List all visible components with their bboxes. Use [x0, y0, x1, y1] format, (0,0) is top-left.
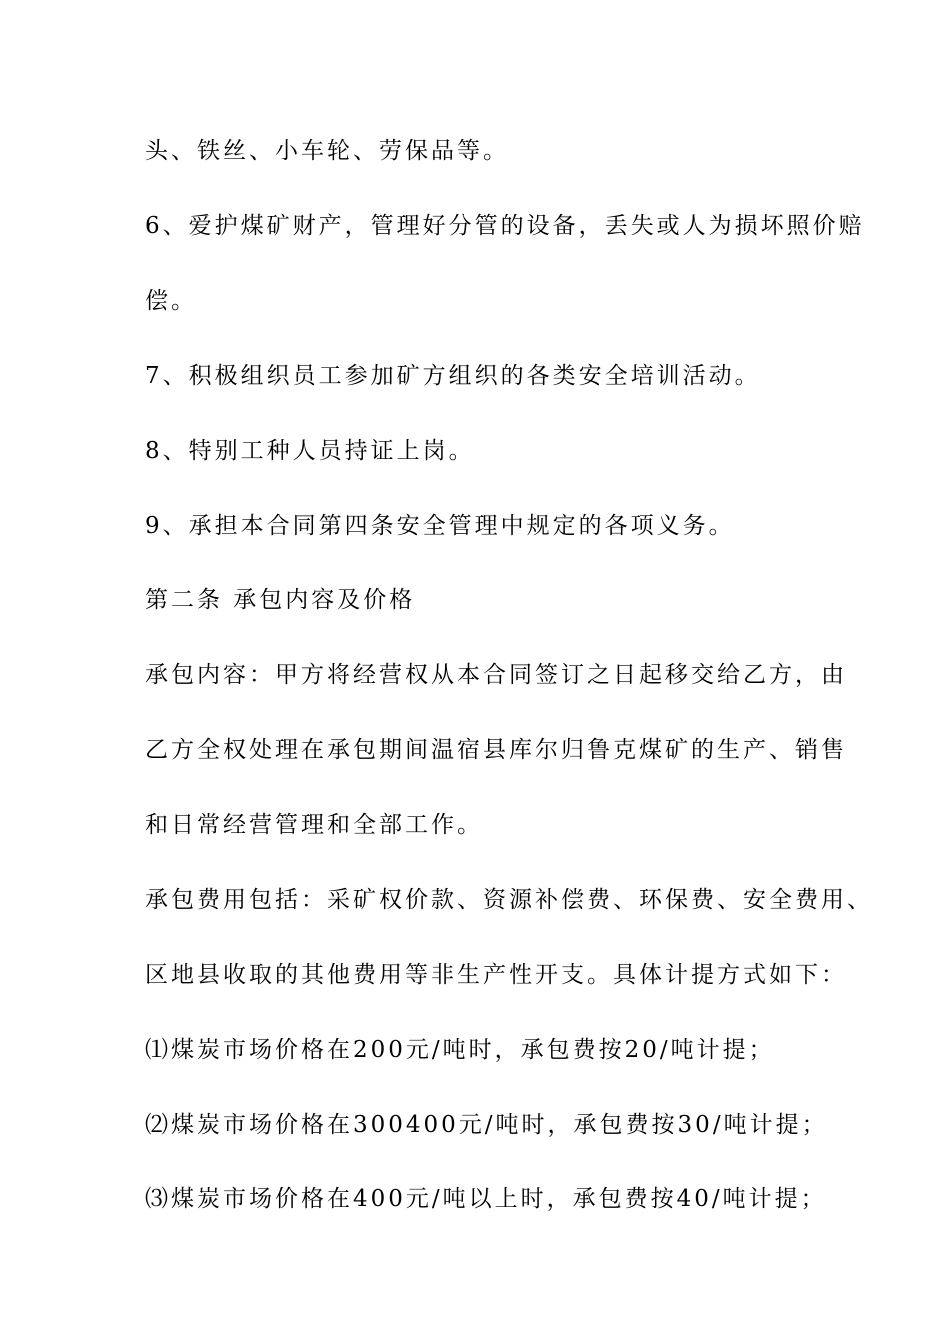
price-rule-2: ⑵煤炭市场价格在300400元/吨时，承包费按30/吨计提；: [145, 1112, 828, 1138]
text-line-1: 头、铁丝、小车轮、劳保品等。: [145, 138, 509, 164]
text-line-6: 9、承担本合同第四条安全管理中规定的各项义务。: [145, 513, 735, 539]
price-rule-1: ⑴煤炭市场价格在200元/吨时，承包费按20/吨计提；: [145, 1037, 775, 1063]
text-line-9: 乙方全权处理在承包期间温宿县库尔归鲁克煤矿的生产、销售: [145, 737, 847, 763]
text-line-11: 承包费用包括：采矿权价款、资源补偿费、环保费、安全费用、: [145, 887, 873, 913]
text-line-10: 和日常经营管理和全部工作。: [145, 812, 483, 838]
text-line-2: 6、爱护煤矿财产，管理好分管的设备，丢失或人为损坏照价赔: [145, 213, 865, 239]
text-line-5: 8、特别工种人员持证上岗。: [145, 438, 475, 464]
text-line-8: 承包内容：甲方将经营权从本合同签订之日起移交给乙方，由: [145, 662, 847, 688]
text-line-12: 区地县收取的其他费用等非生产性开支。具体计提方式如下：: [145, 962, 847, 988]
text-line-3: 偿。: [145, 288, 197, 314]
section-heading: 第二条 承包内容及价格: [145, 587, 416, 613]
price-rule-3: ⑶煤炭市场价格在400元/吨以上时，承包费按40/吨计提；: [145, 1186, 827, 1212]
text-line-4: 7、积极组织员工参加矿方组织的各类安全培训活动。: [145, 363, 761, 389]
